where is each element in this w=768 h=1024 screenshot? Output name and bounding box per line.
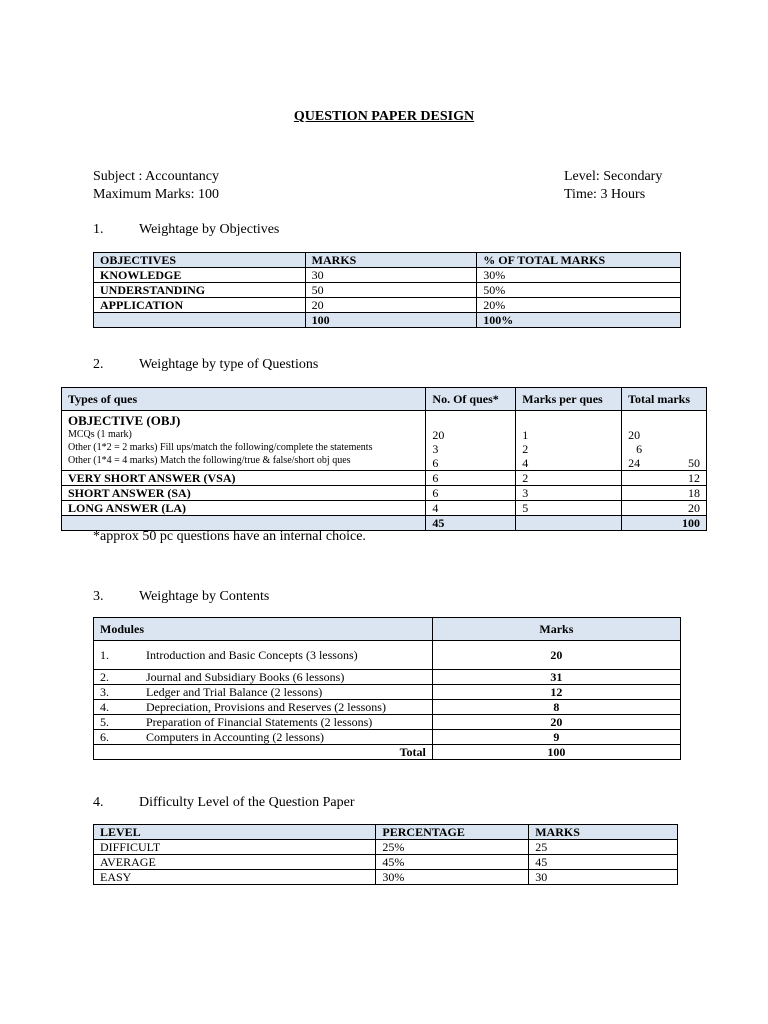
question-types-table <box>61 387 707 531</box>
objective-row: OBJECTIVE (OBJ) MCQs (1 mark) Other (1*2 = 2 marks) Fill ups/match the following/complete the statements Other (1*4 = 4 marks) Match the following/true & false/short obj ques 20 3 6 1 2 4 20 6 24 50 <box>62 411 707 471</box>
table-row: VERY SHORT ANSWER (VSA) 6 2 12 <box>62 471 707 486</box>
internal-choice-note: *approx 50 pc questions have an internal choice. <box>93 529 366 544</box>
level-label: Level: Secondary <box>564 169 663 184</box>
meta-left <box>93 168 219 204</box>
total-row: 100 100% <box>94 313 681 328</box>
section-1-heading: 1. Weightage by Objectives <box>93 222 280 237</box>
table-row: 6. Computers in Accounting (2 lessons) 9 <box>94 730 681 745</box>
subject-label: Subject : Accountancy <box>93 169 219 184</box>
contents-table <box>93 617 681 760</box>
section-2-heading: 2. Weightage by type of Questions <box>93 357 319 372</box>
table-row: APPLICATION 20 20% <box>94 298 681 313</box>
total-row: 45 100 <box>62 516 707 531</box>
table-header: Types of ques No. Of ques* Marks per ques Total marks <box>62 388 707 411</box>
difficulty-table <box>93 824 678 885</box>
objectives-table <box>93 252 681 328</box>
table-row: 1. Introduction and Basic Concepts (3 lessons) 20 <box>94 641 681 670</box>
section-4-heading: 4. Difficulty Level of the Question Paper <box>93 795 355 810</box>
table-row: 5. Preparation of Financial Statements (2 lessons) 20 <box>94 715 681 730</box>
table-row: UNDERSTANDING 50 50% <box>94 283 681 298</box>
page-title: QUESTION PAPER DESIGN <box>293 109 475 124</box>
table-header: Modules Marks <box>94 618 681 641</box>
table-header: OBJECTIVES MARKS % OF TOTAL MARKS <box>94 253 681 268</box>
table-row: EASY 30% 30 <box>94 870 678 885</box>
table-header: LEVEL PERCENTAGE MARKS <box>94 825 678 840</box>
table-row: LONG ANSWER (LA) 4 5 20 <box>62 501 707 516</box>
meta-right <box>564 168 662 204</box>
table-row: KNOWLEDGE 30 30% <box>94 268 681 283</box>
table-row: 3. Ledger and Trial Balance (2 lessons) 12 <box>94 685 681 700</box>
table-row: AVERAGE 45% 45 <box>94 855 678 870</box>
time-label: Time: 3 Hours <box>564 187 646 202</box>
max-marks-label: Maximum Marks: 100 <box>93 187 219 202</box>
table-row: 4. Depreciation, Provisions and Reserves (2 lessons) 8 <box>94 700 681 715</box>
table-row: DIFFICULT 25% 25 <box>94 840 678 855</box>
section-3-heading: 3. Weightage by Contents <box>93 589 270 604</box>
table-row: 2. Journal and Subsidiary Books (6 lessons) 31 <box>94 670 681 685</box>
total-row: Total 100 <box>94 745 681 760</box>
table-row: SHORT ANSWER (SA) 6 3 18 <box>62 486 707 501</box>
